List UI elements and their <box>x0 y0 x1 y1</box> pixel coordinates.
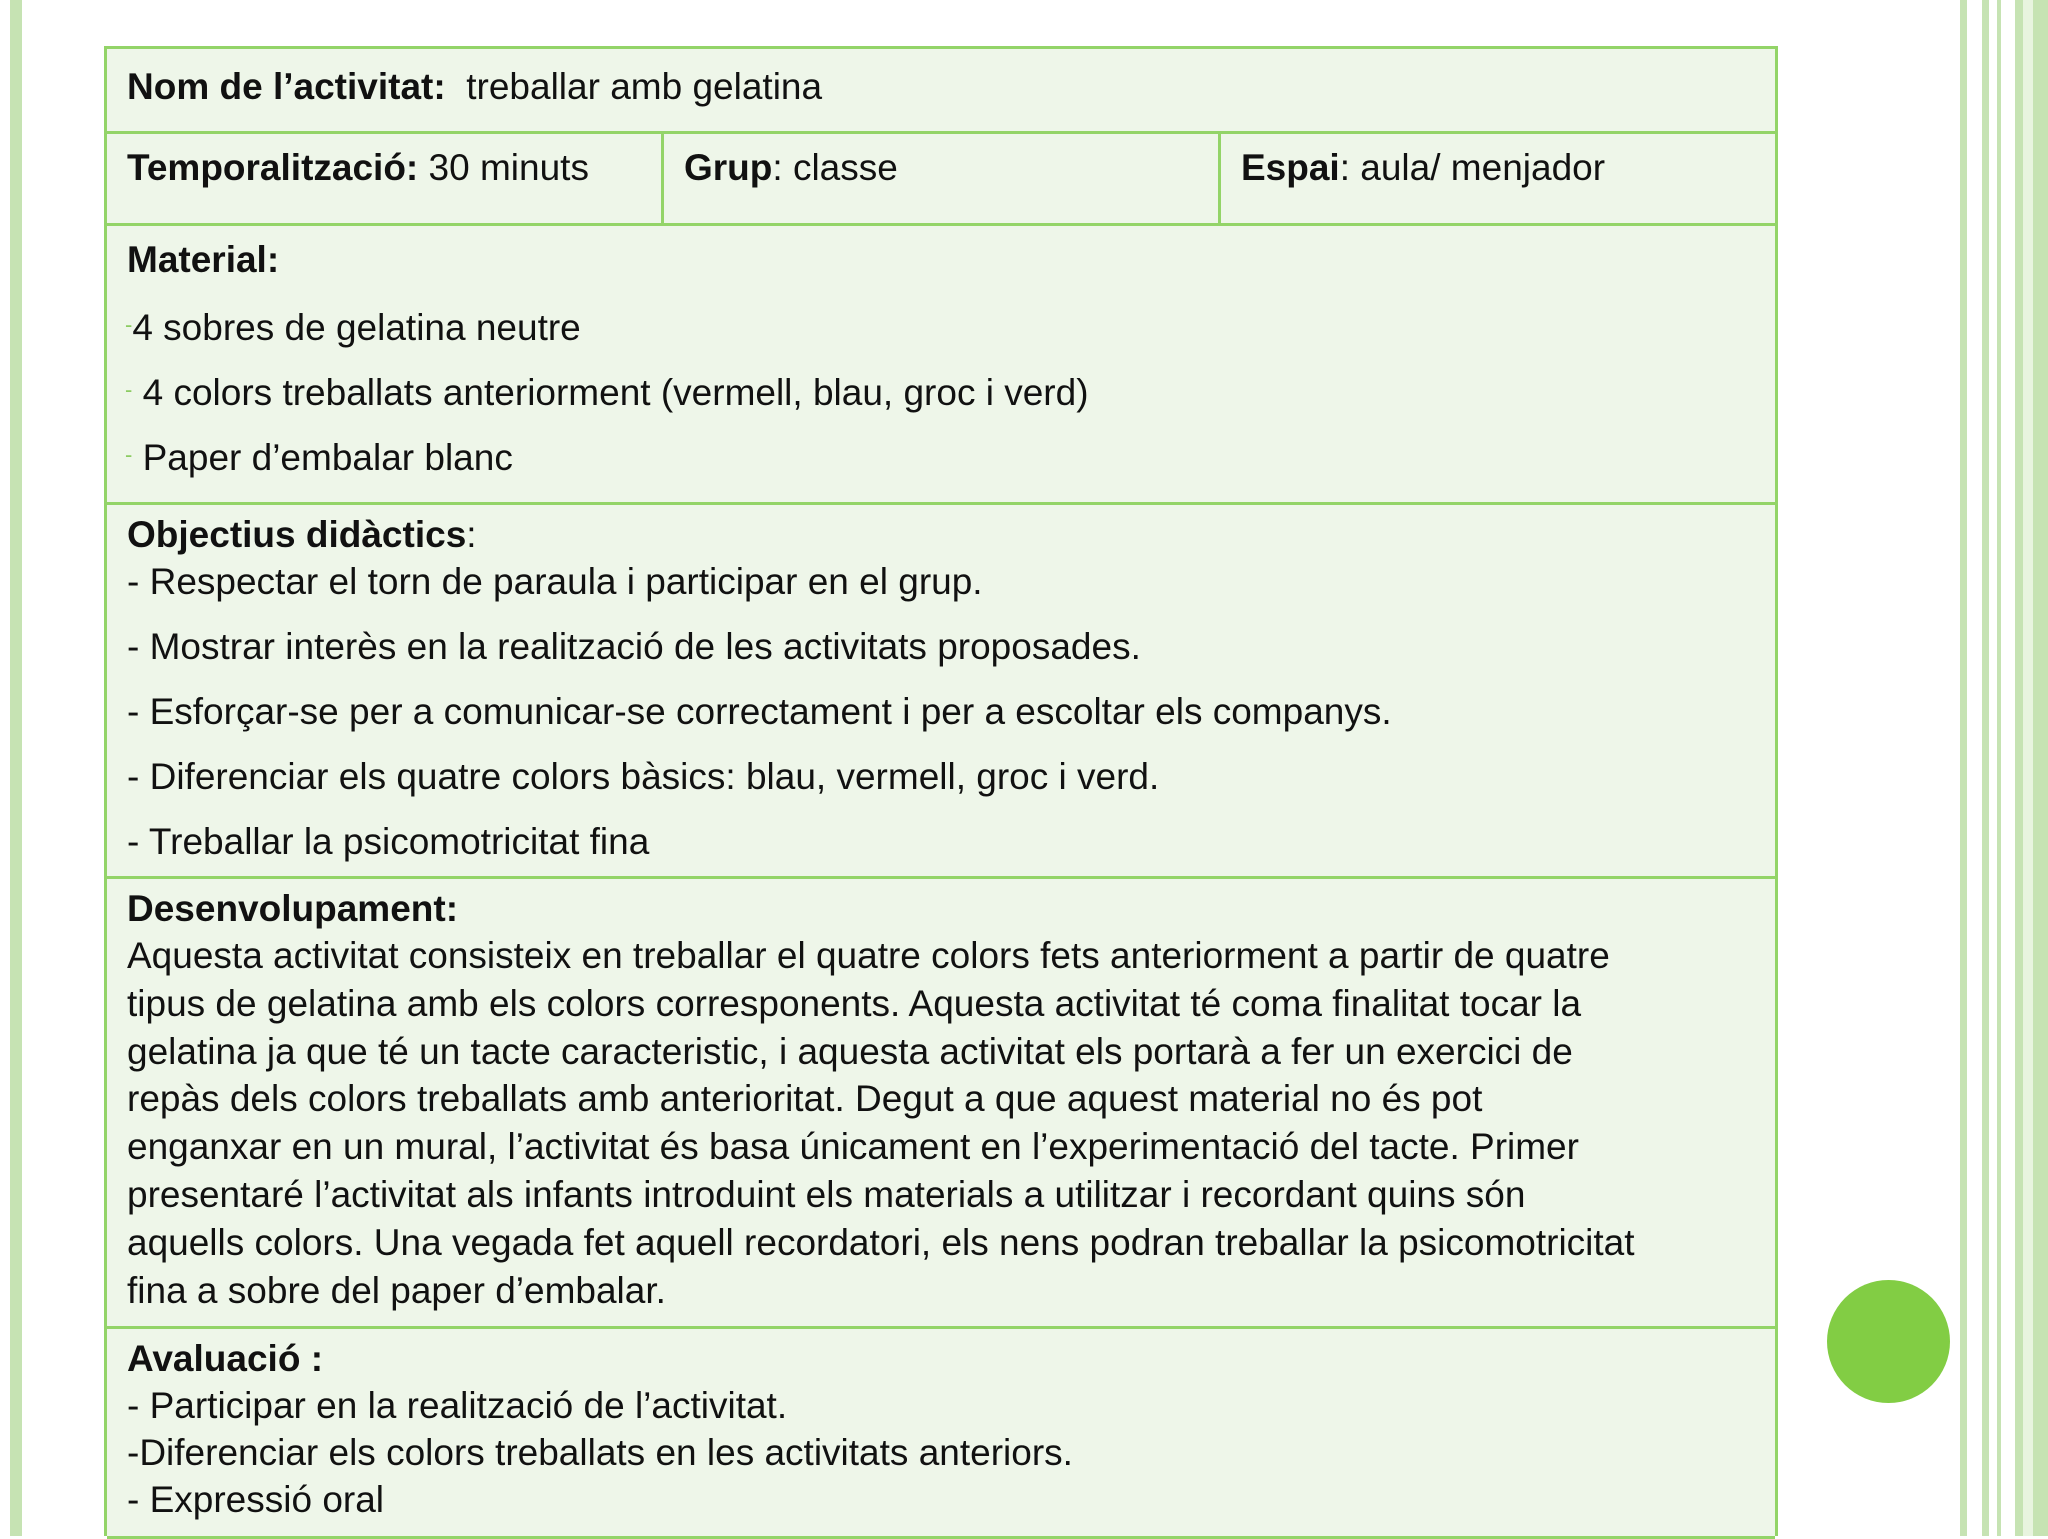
space-label: Espai <box>1241 147 1340 188</box>
objective-item: - Respectar el torn de paraula i participar en el grup. <box>127 561 983 602</box>
time-cell <box>107 134 664 223</box>
development-line: enganxar en un mural, l’activitat és basa únicament en l’experimentació del tacte. Primer <box>127 1126 1579 1168</box>
development-line: repàs dels colors treballats amb anterioritat. Degut a que aquest material no és pot <box>127 1078 1483 1120</box>
left-decorative-stripe <box>10 0 22 1536</box>
space-cell <box>1221 134 1775 223</box>
group-cell <box>664 134 1221 223</box>
material-item: - 4 colors treballats anteriorment (vermell, blau, groc i verd) <box>125 372 1089 413</box>
group-label: Grup <box>684 147 773 188</box>
evaluation-heading: Avaluació : <box>127 1338 324 1379</box>
material-item: - Paper d’embalar blanc <box>125 437 513 478</box>
development-line: presentaré l’activitat als infants introduint els materials a utilitzar i recordant quins són <box>127 1173 1526 1215</box>
development-line: fina a sobre del paper d’embalar. <box>127 1269 666 1311</box>
activity-name-row <box>107 49 1775 134</box>
right-decorative-stripe <box>1997 0 2001 1536</box>
material-heading: Material: <box>127 239 280 280</box>
objective-item: - Mostrar interès en la realització de les activitats proposades. <box>127 626 1141 667</box>
development-text <box>127 932 1767 1314</box>
material-item: -4 sobres de gelatina neutre <box>125 307 581 348</box>
meta-row <box>107 134 1775 226</box>
time-label: Temporalització: <box>127 147 419 188</box>
right-decorative-stripe <box>1960 0 1967 1536</box>
decorative-circle <box>1827 1280 1950 1403</box>
group-value: : classe <box>772 147 898 188</box>
development-line: Aquesta activitat consisteix en treballar el quatre colors fets anteriorment a partir de quatre <box>127 935 1610 976</box>
objective-item: - Treballar la psicomotricitat fina <box>127 821 650 862</box>
evaluation-item: -Diferenciar els colors treballats en les activitats anteriors. <box>127 1432 1073 1473</box>
development-heading: Desenvolupament: <box>127 888 459 929</box>
activity-table <box>104 46 1778 1536</box>
activity-name <box>127 63 822 110</box>
space-value: : aula/ menjador <box>1339 147 1606 188</box>
activity-name-label: Nom de l’activitat: <box>127 66 446 107</box>
evaluation-item: - Participar en la realització de l’activitat. <box>127 1385 788 1426</box>
right-decorative-stripe-inner <box>2023 0 2033 1536</box>
objective-item: - Esforçar-se per a comunicar-se correctament i per a escoltar els companys. <box>127 691 1392 732</box>
bullet-dash-icon: - <box>125 312 133 337</box>
evaluation-row <box>107 1329 1775 1539</box>
evaluation-item: - Expressió oral <box>127 1479 385 1520</box>
bullet-dash-icon: - <box>125 442 133 467</box>
activity-name-value: treballar amb gelatina <box>466 66 823 107</box>
development-row <box>107 879 1775 1329</box>
time-value: 30 minuts <box>418 147 589 188</box>
objectives-heading: Objectius didàctics: <box>127 514 477 555</box>
objective-item: - Diferenciar els quatre colors bàsics: blau, vermell, groc i verd. <box>127 756 1160 797</box>
bullet-dash-icon: - <box>125 377 133 402</box>
material-row <box>107 226 1775 505</box>
development-line: aquells colors. Una vegada fet aquell recordatori, els nens podran treballar la psicomotricitat <box>127 1221 1635 1263</box>
development-line: tipus de gelatina amb els colors corresponents. Aquesta activitat té coma finalitat tocar la <box>127 982 1582 1024</box>
objectives-row <box>107 505 1775 879</box>
development-line: gelatina ja que té un tacte caracteristic, i aquesta activitat els portarà a fer un exercici de <box>127 1030 1573 1072</box>
right-decorative-stripe <box>1982 0 1989 1536</box>
